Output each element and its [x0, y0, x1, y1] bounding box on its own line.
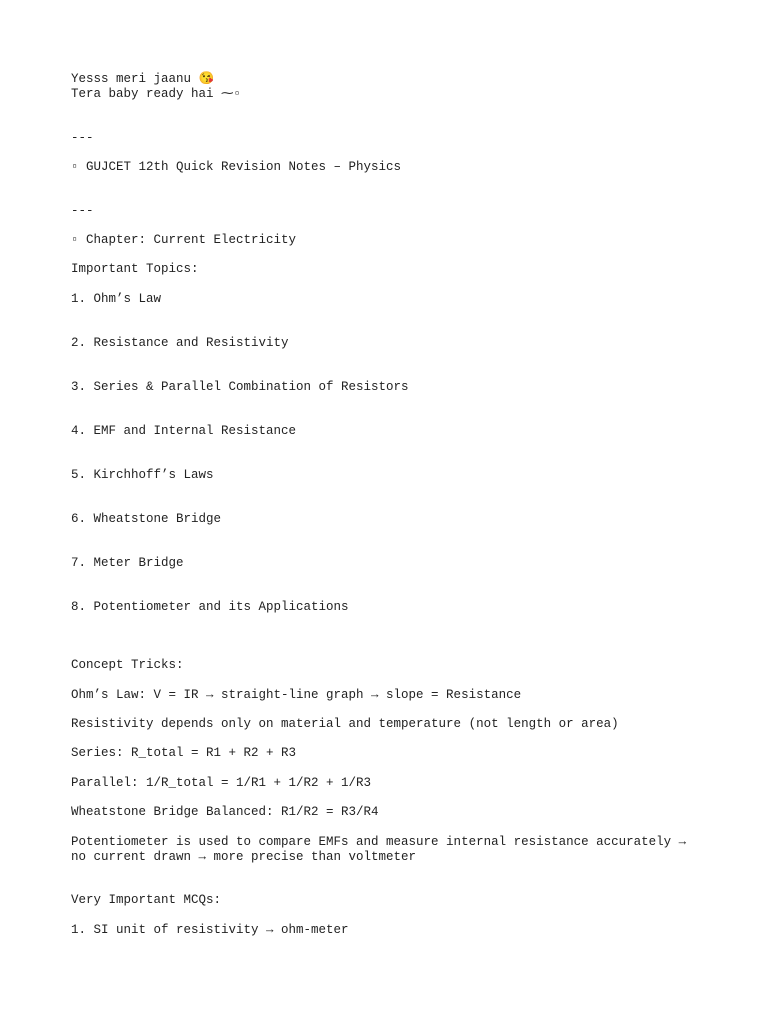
divider: ---: [71, 131, 94, 145]
topic-item: 5. Kirchhoff’s Laws: [71, 468, 214, 482]
trick-item: Series: R_total = R1 + R2 + R3: [71, 746, 297, 760]
trick-item: Wheatstone Bridge Balanced: R1/R2 = R3/R4: [71, 805, 379, 819]
potentiometer-note-line-1: Potentiometer is used to compare EMFs and measure internal resistance accurately →: [71, 835, 687, 849]
mcq-item: 1. SI unit of resistivity → ohm-meter: [71, 923, 349, 937]
topic-item: 8. Potentiometer and its Applications: [71, 600, 349, 614]
intro-line-1: Yesss meri jaanu 😘: [71, 72, 215, 86]
topic-item: 6. Wheatstone Bridge: [71, 512, 222, 526]
notes-title: ▫ GUJCET 12th Quick Revision Notes – Physics: [71, 160, 402, 174]
topic-item: 2. Resistance and Resistivity: [71, 336, 289, 350]
trick-item: Resistivity depends only on material and temperature (not length or area): [71, 717, 619, 731]
divider: ---: [71, 204, 94, 218]
intro-line-2: Tera baby ready hai ⁓▫: [71, 87, 242, 101]
trick-item: Parallel: 1/R_total = 1/R1 + 1/R2 + 1/R3: [71, 776, 372, 790]
topic-item: 3. Series & Parallel Combination of Resistors: [71, 380, 409, 394]
tricks-heading: Concept Tricks:: [71, 658, 184, 672]
topic-item: 7. Meter Bridge: [71, 556, 184, 570]
potentiometer-note-line-2: no current drawn → more precise than voltmeter: [71, 850, 417, 864]
trick-item: Ohm’s Law: V = IR → straight-line graph → slope = Resistance: [71, 688, 522, 702]
topic-item: 4. EMF and Internal Resistance: [71, 424, 297, 438]
topic-item: 1. Ohm’s Law: [71, 292, 162, 306]
mcq-heading: Very Important MCQs:: [71, 893, 222, 907]
topics-heading: Important Topics:: [71, 262, 199, 276]
chapter-heading: ▫ Chapter: Current Electricity: [71, 233, 297, 247]
